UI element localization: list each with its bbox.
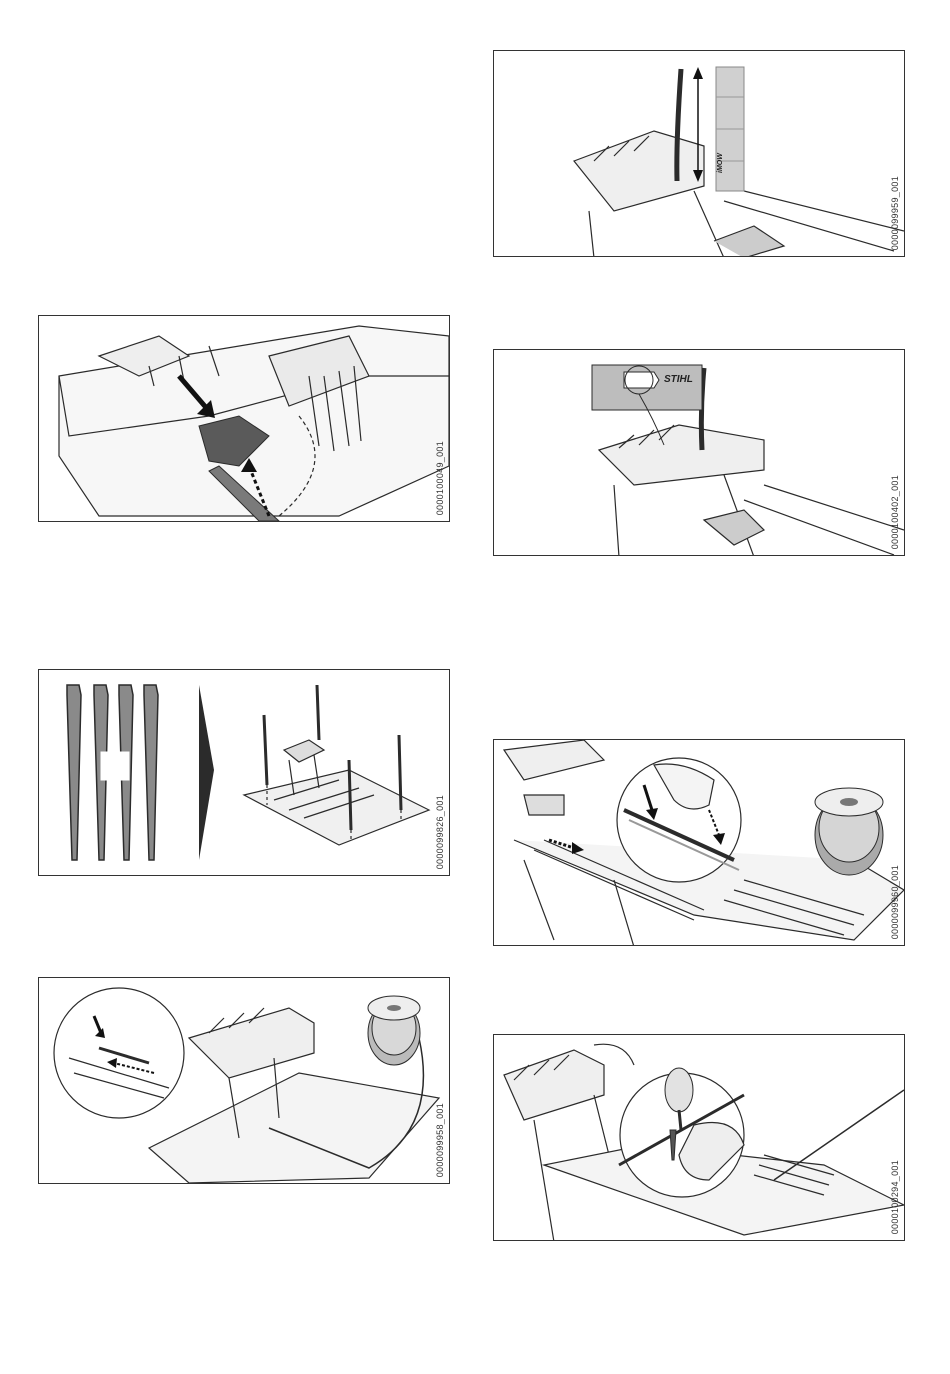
- figure-pegs: [38, 669, 450, 876]
- station-base: [244, 685, 429, 845]
- figure-cable-insertion: [38, 315, 450, 522]
- gauge-label: iMOW: [717, 153, 724, 173]
- figure-id: 0000100294_001: [890, 1159, 900, 1234]
- figure-wire-into-channel: [38, 977, 450, 1184]
- wire-spool: [815, 788, 883, 875]
- wire-routing-illustration: [494, 740, 905, 946]
- figure-terminal-label: [493, 349, 905, 556]
- wire-length-check-illustration: [494, 51, 905, 257]
- figure-id: 0000099958_001: [435, 1102, 445, 1177]
- station-label-logo: [624, 372, 659, 388]
- figure-id: 0000099960_001: [890, 864, 900, 939]
- pegs-illustration: [39, 670, 450, 876]
- quantity-label-box: [101, 752, 129, 780]
- cable-insertion-illustration: [39, 316, 450, 522]
- figure-wire-length-check: [493, 50, 905, 257]
- peg-hammering-illustration: [494, 1035, 905, 1241]
- figure-id: 0000099826_001: [435, 794, 445, 869]
- station-label-brand: STIHL: [664, 374, 693, 385]
- figure-id: 0000099959_001: [890, 175, 900, 250]
- arrow-right-icon: [199, 685, 214, 860]
- terminal-label-illustration: [494, 350, 905, 556]
- wire-into-channel-illustration: [39, 978, 450, 1184]
- figure-wire-routing: [493, 739, 905, 946]
- figure-peg-hammering: [493, 1034, 905, 1241]
- wire-spool: [368, 996, 420, 1065]
- figure-id: 0000100402_001: [890, 474, 900, 549]
- figure-id: 0000100049_001: [435, 440, 445, 515]
